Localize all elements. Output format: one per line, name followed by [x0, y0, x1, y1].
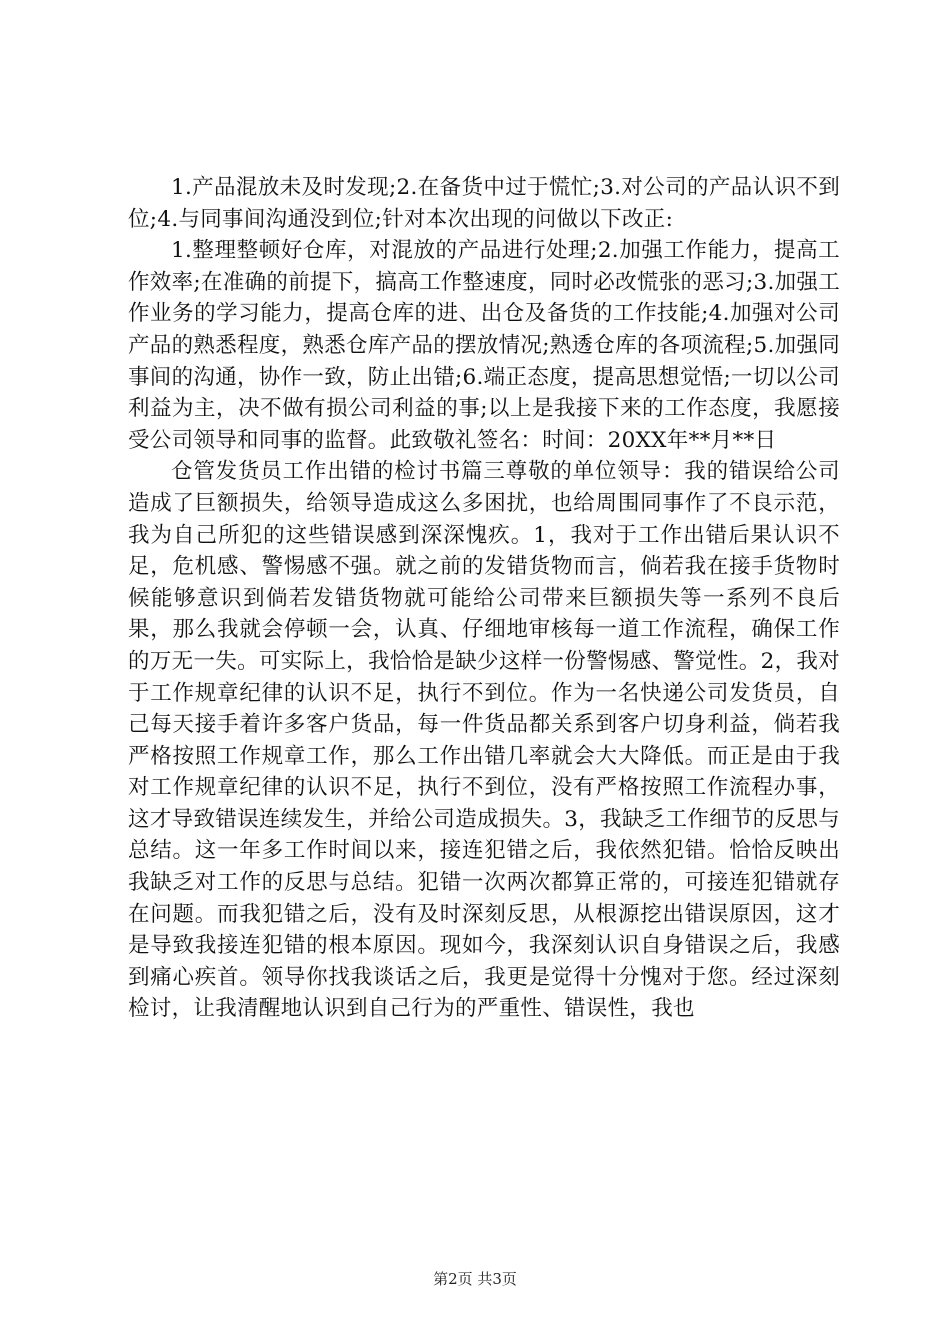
- page-number-footer: 第2页 共3页: [433, 1270, 517, 1288]
- document-body: [128, 172, 840, 1025]
- paragraph-improvements: 1.整理整顿好仓库，对混放的产品进行处理;2.加强工作能力，提高工作效率;在准确的前提下，搞高工作整速度，同时必改慌张的恶习;3.加强工作业务的学习能力，提高仓库的进、出仓及备货的工作技能;4.加强对公司产品的熟悉程度，熟悉仓库产品的摆放情况;熟透仓库的各项流程;5.加强同事间的沟通，协作一致，防止出错;6.端正态度，提高思想觉悟;一切以公司利益为主，决不做有损公司利益的事;以上是我接下来的工作态度，我愿接受公司领导和同事的监督。此致敬礼签名：时间：20XX年**月**日: [128, 238, 841, 453]
- paragraph-self-criticism: 仓管发货员工作出错的检讨书篇三尊敬的单位领导：我的错误给公司造成了巨额损失，给领导造成这么多困扰，也给周围同事作了不良示范，我为自己所犯的这些错误感到深深愧疚。1，我对于工作出错后果认识不足，危机感、警惕感不强。就之前的发错货物而言，倘若我在接手货物时候能够意识到倘若发错货物就可能给公司带来巨额损失等一系列不良后果，那么我就会停顿一会，认真、仔细地审核每一道工作流程，确保工作的万无一失。可实际上，我恰恰是缺少这样一份警惕感、警觉性。2，我对于工作规章纪律的认识不足，执行不到位。作为一名快递公司发货员，自己每天接手着许多客户货品，每一件货品都关系到客户切身利益，倘若我严格按照工作规章工作，那么工作出错几率就会大大降低。而正是由于我对工作规章纪律的认识不足，执行不到位，没有严格按照工作流程办事，这才导致错误连续发生，并给公司造成损失。3，我缺乏工作细节的反思与总结。这一年多工作时间以来，接连犯错之后，我依然犯错。恰恰反映出我缺乏对工作的反思与总结。犯错一次两次都算正常的，可接连犯错就存在问题。而我犯错之后，没有及时深刻反思，从根源挖出错误原因，这才是导致我接连犯错的根本原因。现如今，我深刻认识自身错误之后，我感到痛心疾首。领导你找我谈话之后，我更是觉得十分愧对于您。经过深刻检讨，让我清醒地认识到自己行为的严重性、错误性，我也: [128, 459, 840, 1022]
- paragraph-problems: 1.产品混放未及时发现;2.在备货中过于慌忙;3.对公司的产品认识不到位;4.与同事间沟通没到位;针对本次出现的问做以下改正:: [128, 175, 840, 232]
